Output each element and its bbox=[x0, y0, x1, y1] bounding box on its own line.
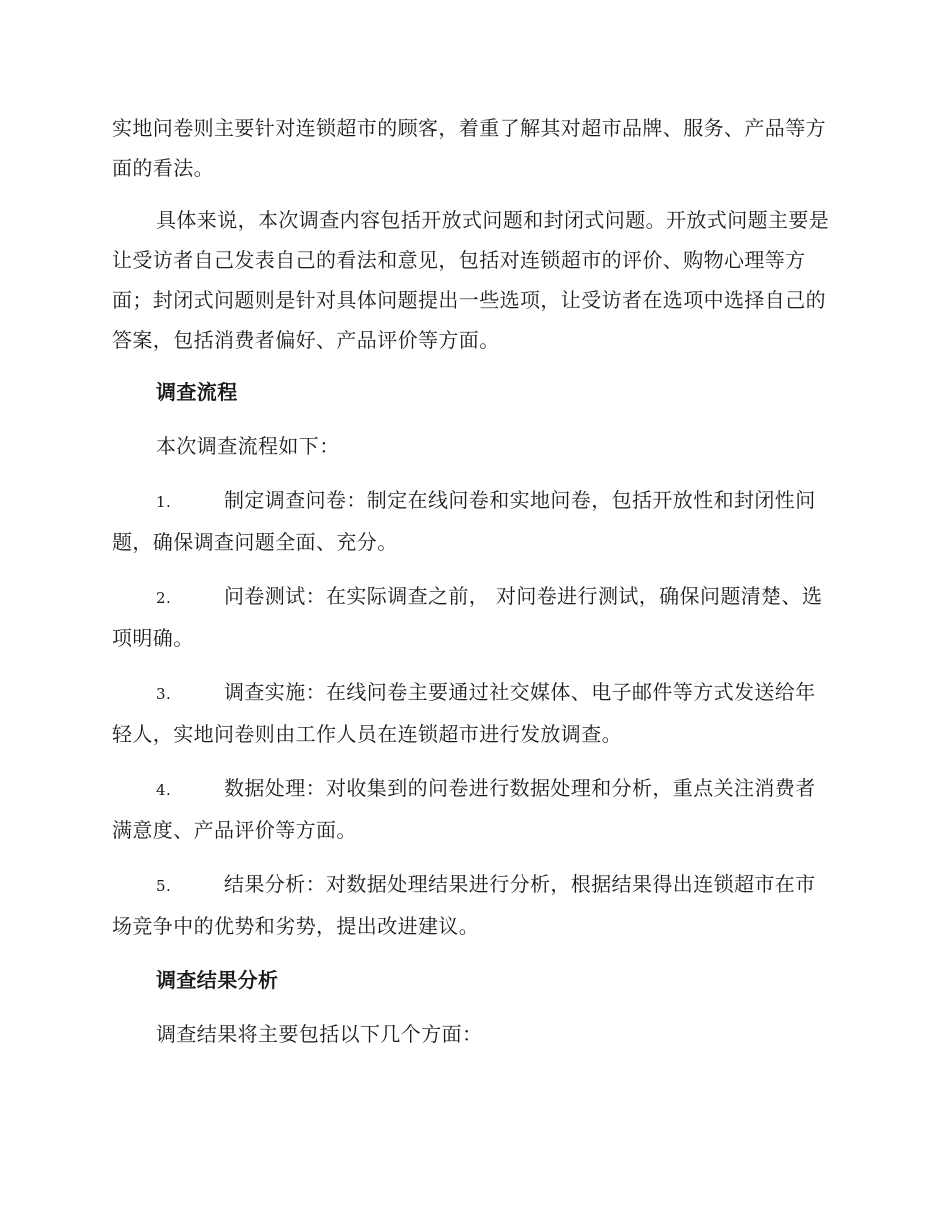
list-item-text: 问卷测试：在实际调查之前， 对问卷进行测试，确保问题清楚、选项明确。 bbox=[112, 584, 823, 650]
list-item-step-5 bbox=[112, 864, 834, 946]
list-item-step-2 bbox=[112, 576, 834, 658]
paragraph-results-intro: 调查结果将主要包括以下几个方面： bbox=[156, 1022, 483, 1046]
list-number: 2. bbox=[156, 589, 172, 607]
list-number: 1. bbox=[156, 493, 172, 511]
list-item-step-3 bbox=[112, 672, 834, 754]
paragraph-survey-content: 具体来说，本次调查内容包括开放式问题和封闭式问题。开放式问题主要是让受访者自己发表自己的看法和意见，包括对连锁超市的评价、购物心理等方面；封闭式问题则是针对具体问题提出一些选项，让受访者在选项中选择自己的答案，包括消费者偏好、产品评价等方面。 bbox=[112, 208, 830, 352]
heading-results-analysis: 调查结果分析 bbox=[156, 968, 279, 992]
document-page bbox=[112, 108, 834, 1054]
list-number: 3. bbox=[156, 685, 172, 703]
paragraph-process-intro: 本次调查流程如下： bbox=[156, 434, 340, 458]
list-item-step-4 bbox=[112, 768, 834, 850]
paragraph-intro: 实地问卷则主要针对连锁超市的顾客，着重了解其对超市品牌、服务、产品等方面的看法。 bbox=[112, 116, 826, 180]
list-item-text: 调查实施：在线问卷主要通过社交媒体、电子邮件等方式发送给年轻人，实地问卷则由工作人员在连锁超市进行发放调查。 bbox=[112, 680, 816, 746]
list-item-step-1 bbox=[112, 480, 834, 562]
list-number: 5. bbox=[156, 877, 172, 895]
list-item-text: 结果分析：对数据处理结果进行分析，根据结果得出连锁超市在市场竞争中的优势和劣势，提出改进建议。 bbox=[112, 872, 816, 938]
list-item-text: 数据处理：对收集到的问卷进行数据处理和分析，重点关注消费者满意度、产品评价等方面。 bbox=[112, 776, 816, 842]
heading-survey-process: 调查流程 bbox=[156, 380, 238, 404]
list-number: 4. bbox=[156, 781, 172, 799]
list-item-text: 制定调查问卷：制定在线问卷和实地问卷，包括开放性和封闭性问题，确保调查问题全面、充分。 bbox=[112, 488, 816, 554]
